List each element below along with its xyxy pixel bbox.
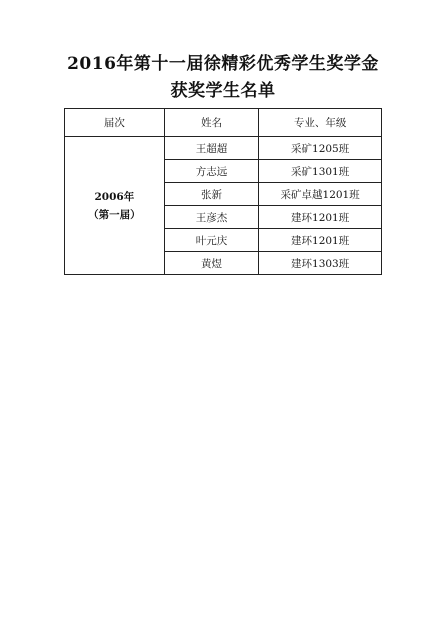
student-name: 叶元庆 — [164, 229, 259, 252]
student-major: 建环1201班 — [259, 206, 382, 229]
header-major: 专业、年级 — [259, 109, 382, 137]
session-year: 2006年 — [94, 190, 135, 203]
student-major: 采矿卓越1201班 — [259, 183, 382, 206]
student-name: 王超超 — [164, 137, 259, 160]
student-major: 采矿1301班 — [259, 160, 382, 183]
session-edition: （第一届） — [88, 208, 141, 221]
table-header-row — [65, 109, 382, 137]
header-name: 姓名 — [164, 109, 259, 137]
student-major: 采矿1205班 — [259, 137, 382, 160]
student-name: 张新 — [164, 183, 259, 206]
session-cell — [65, 137, 165, 275]
document-title: 2016年第十一届徐精彩优秀学生奖学金 — [67, 54, 379, 74]
student-name: 黄煜 — [164, 252, 259, 275]
header-session: 届次 — [65, 109, 165, 137]
award-table — [64, 108, 382, 275]
document-subtitle: 获奖学生名单 — [170, 81, 276, 101]
student-major: 建环1303班 — [259, 252, 382, 275]
table-row — [65, 137, 382, 160]
student-major: 建环1201班 — [259, 229, 382, 252]
student-name: 王彦杰 — [164, 206, 259, 229]
student-name: 方志远 — [164, 160, 259, 183]
